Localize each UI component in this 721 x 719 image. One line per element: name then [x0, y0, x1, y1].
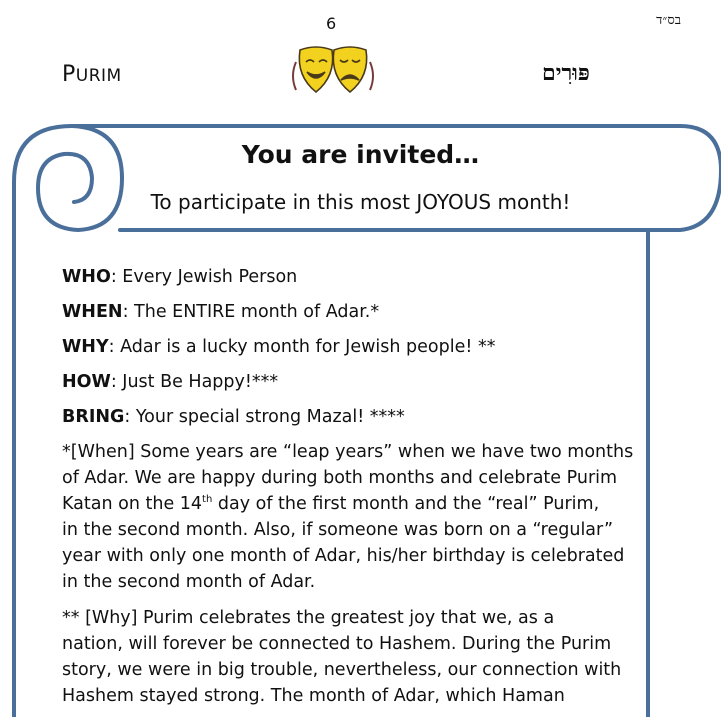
item-text: The ENTIRE month of Adar.* [128, 302, 380, 322]
item-text: Every Jewish Person [116, 267, 298, 287]
note-line: in the second month. Also, if someone was born on a “regular” [62, 520, 614, 540]
content-body [62, 264, 634, 719]
note-line: nation, will forever be connected to Hashem. During the Purim [62, 634, 612, 654]
note-text: Katan on the 14 [62, 494, 203, 514]
title-english-rest: URIM [75, 66, 122, 86]
note-when [62, 439, 634, 595]
page-number: 6 [326, 14, 337, 33]
item-label: BRING [62, 407, 125, 427]
item-label: WHO [62, 267, 111, 287]
note-line: ** [Why] Purim celebrates the greatest joy that we, as a [62, 608, 555, 628]
note-line: *[When] Some years are “leap years” when we have two months [62, 442, 634, 462]
item-sep: : [124, 407, 131, 427]
note-line: Hashem stayed strong. The month of Adar, which Haman [62, 686, 565, 706]
note-text: day of the first month and the “real” Purim, [212, 494, 600, 514]
item-sep: : [110, 267, 117, 287]
title-english [62, 62, 122, 87]
invite-title: You are invited… [241, 140, 480, 169]
item-sep: : [108, 337, 115, 357]
item-label: HOW [62, 372, 111, 392]
item-text: Your special strong Mazal! **** [130, 407, 405, 427]
title-hebrew: פּוּרִים [542, 60, 590, 86]
note-line: story, we were in big trouble, nevertheless, our connection with [62, 660, 622, 680]
item-who [62, 264, 622, 290]
bsd-mark: בס״ד [656, 13, 681, 28]
ordinal-suffix: th [202, 494, 213, 506]
title-english-initial: P [62, 62, 76, 87]
note-line: in the second month of Adar. [62, 572, 316, 592]
item-sep: : [110, 372, 117, 392]
item-when [62, 299, 622, 325]
item-sep: : [122, 302, 129, 322]
item-bring [62, 404, 622, 430]
note-why [62, 605, 622, 709]
item-why [62, 334, 622, 360]
note-line: of Adar. We are happy during both months and celebrate Purim [62, 468, 618, 488]
item-text: Adar is a lucky month for Jewish people! ** [114, 337, 496, 357]
note-line [62, 491, 622, 517]
note-line: year with only one month of Adar, his/her birthday is celebrated [62, 546, 625, 566]
item-label: WHY [62, 337, 109, 357]
invite-subtitle: To participate in this most JOYOUS month! [150, 190, 571, 214]
item-label: WHEN [62, 302, 123, 322]
item-how [62, 369, 622, 395]
theatre-masks-icon [290, 42, 376, 100]
item-text: Just Be Happy!*** [116, 372, 279, 392]
